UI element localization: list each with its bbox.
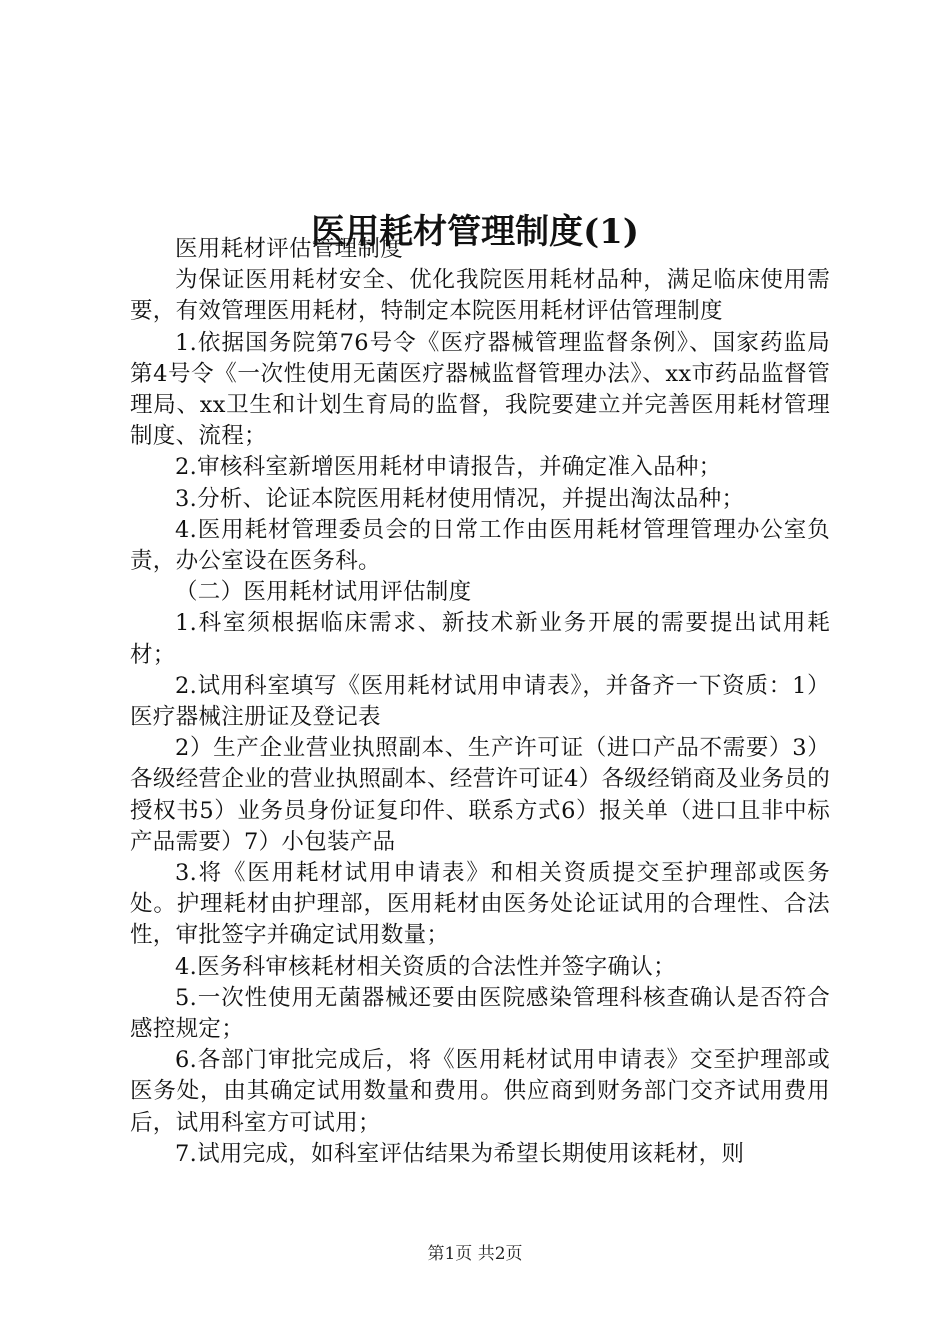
paragraph: 2.审核科室新增医用耗材申请报告，并确定准入品种；: [175, 454, 722, 481]
paragraph: 6.各部门审批完成后，将《医用耗材试用申请表》交至护理部或医务处，由其确定试用数量和费用。供应商到财务部门交齐试用费用后，试用科室方可试用；: [130, 1047, 830, 1136]
section-heading: （二）医用耗材试用评估制度: [175, 579, 472, 606]
paragraph: 1.科室须根据临床需求、新技术新业务开展的需要提出试用耗材；: [130, 610, 830, 668]
paragraph: 7.试用完成，如科室评估结果为希望长期使用该耗材，则: [175, 1140, 745, 1167]
paragraph: 为保证医用耗材安全、优化我院医用耗材品种，满足临床使用需要，有效管理医用耗材，特制定本院医用耗材评估管理制度: [130, 267, 830, 325]
document-body: [130, 234, 830, 1170]
document-title: 医用耗材管理制度(1): [311, 211, 639, 252]
paragraph: 2）生产企业营业执照副本、生产许可证（进口产品不需要）3）各级经营企业的营业执照副本、经营许可证4）各级经销商及业务员的授权书5）业务员身份证复印件、联系方式6）报关单（进口且非中标产品需要）7）小包装产品: [130, 735, 830, 855]
paragraph: 医用耗材评估管理制度: [175, 236, 404, 262]
paragraph: 3.分析、论证本院医用耗材使用情况，并提出淘汰品种；: [175, 485, 745, 512]
paragraph: 2.试用科室填写《医用耗材试用申请表》，并备齐一下资质：1）医疗器械注册证及登记表: [130, 672, 830, 731]
paragraph: 3.将《医用耗材试用申请表》和相关资质提交至护理部或医务处。护理耗材由护理部，医用耗材由医务处论证试用的合理性、合法性，审批签字并确定试用数量；: [130, 860, 830, 949]
paragraph: 4.医务科审核耗材相关资质的合法性并签字确认；: [175, 953, 676, 980]
page-footer: 第1页 共2页: [427, 1244, 523, 1264]
paragraph: 4.医用耗材管理委员会的日常工作由医用耗材管理管理办公室负责，办公室设在医务科。: [130, 516, 830, 575]
paragraph: 5.一次性使用无菌器械还要由医院感染管理科核查确认是否符合感控规定；: [130, 984, 830, 1043]
paragraph: 1.依据国务院第76号令《医疗器械管理监督条例》、国家药监局第4号令《一次性使用无菌医疗器械监督管理办法》、xx市药品监督管理局、xx卫生和计划生育局的监督，我院要建立并完善医用耗材管理制度、流程；: [130, 329, 830, 450]
